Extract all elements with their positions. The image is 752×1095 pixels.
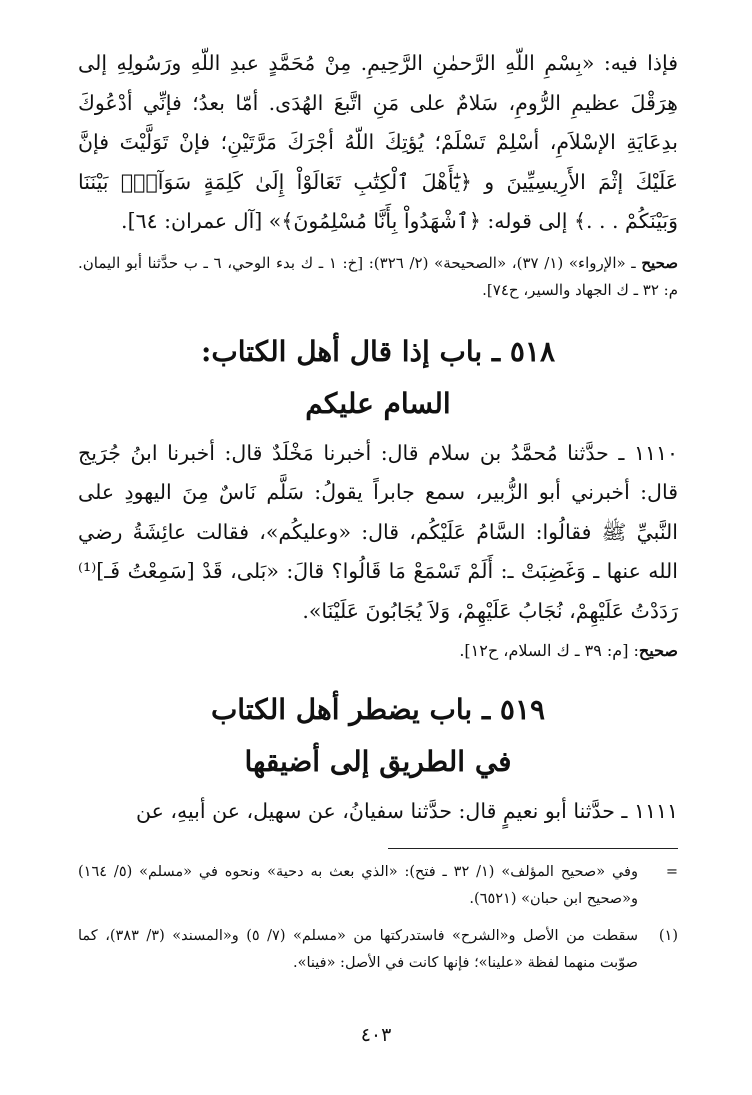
footnote-continuation — [78, 859, 678, 913]
hadith-1111: ١١١١ ـ حدَّثنا أبو نعيمٍ قال: حدَّثنا سفيانُ، عن سهيل، عن أبيهِ، عن — [136, 799, 678, 823]
section-519-subtitle: في الطريق إلى أضيقها — [244, 745, 512, 778]
footnote-marker: = — [665, 863, 678, 880]
footnote-text: وفي «صحيح المؤلف» (١/ ٣٢ ـ فتح): «الذي بعث به دحية» ونحوه في «مسلم» (٥/ ١٦٤) و«صحيح ابن حبان» (٦٥٢١). — [78, 863, 638, 907]
intro-paragraph: فإذا فيه: «بِسْمِ اللّهِ الرَّحمٰنِ الرَّحِيمِ. مِنْ مُحَمَّدٍ عبدِ اللّهِ ورَسُولِهِ إلى هِرَقْلَ عظيمِ الرُّومِ، سَلامٌ على مَنِ اتَّبعَ الهُدَى. أمّا بعدُ؛ فإنِّي أدْعُوكَ بدِعَايَةِ الإسْلاَمِ، أسْلِمْ تَسْلَمْ؛ يُؤتِكَ اللّهُ أجْرَكَ مَرَّتَيْنِ؛ فإنْ تَوَلَّيْتَ فإنَّ عَلَيْكَ إثْمَ الأَرِيسِيِّينَ و ﴿يَٰٓأَهْلَ ٱلْكِتَٰبِ تَعَالَوْاْ إِلَىٰ كَلِمَةٍ سَوَآءٍۭ بَيْنَنَا وَبَيْنَكُمْ . . .﴾ إلى قوله: ﴿ٱشْهَدُواْ بِأَنَّا مُسْلِمُونَ﴾» [آل عمران: ٦٤]. — [78, 51, 678, 233]
hadith-1110: ١١١٠ ـ حدَّثنا مُحمَّدُ بن سلام قال: أخبرنا مَخْلَدٌ قال: أخبرنا ابنُ جُرَيج قال: أخبرني أبو الزُّبير، سمع جابراً يقولُ: سَلَّم نَاسٌ مِنَ اليهودِ على النَّبيِّ ﷺ فقالُوا: السَّامُ عَلَيْكُم، قال: «وعليكُم»، فقالت عائِشَةُ رضي الله عنها ـ وَغَضِبَتْ ـ: أَلَمْ تَسْمَعْ مَا قَالُوا؟ قالَ: «بَلى، قَدْ [سَمِعْتُ فَـ]⁽¹⁾ رَدَدْتُ عَلَيْهِمْ، نُجَابُ عَلَيْهِمْ، وَلاَ يُجَابُونَ عَلَيْنَا». — [78, 440, 678, 623]
footnote-text: سقطت من الأصل و«الشرح» فاستدركتها من «مسلم» (٧/ ٥) و«المسند» (٣/ ٣٨٣)، كما صوّبت منهما لفظة «علينا»؛ فإنها كانت في الأصل: «فينا». — [78, 927, 638, 971]
intro-reference — [78, 250, 678, 304]
reference-text: : [م: ٣٩ ـ ك السلام، ح١٢]. — [459, 641, 639, 660]
footnote-marker: (١) — [658, 927, 678, 944]
page-number: ٤٠٣ — [360, 1024, 392, 1046]
footnote-1 — [78, 923, 678, 977]
section-519-title: ٥١٩ ـ باب يضطر أهل الكتاب — [210, 693, 546, 726]
grade-label: صحيح — [641, 253, 678, 272]
section-518-subtitle: السام عليكم — [305, 386, 451, 420]
grade-label: صحيح — [638, 641, 678, 660]
section-518-title: ٥١٨ ـ باب إذا قال أهل الكتاب: — [201, 334, 555, 368]
hadith-1110-reference — [78, 637, 678, 664]
reference-text: ـ «الإرواء» (١/ ٣٧)، «الصحيحة» (٢/ ٣٢٦): [خ: ١ ـ ك بدء الوحي، ٦ ـ ب حدَّثنا أبو اليمان. م: ٣٢ ـ ك الجهاد والسير، ح٧٤]. — [78, 253, 678, 299]
